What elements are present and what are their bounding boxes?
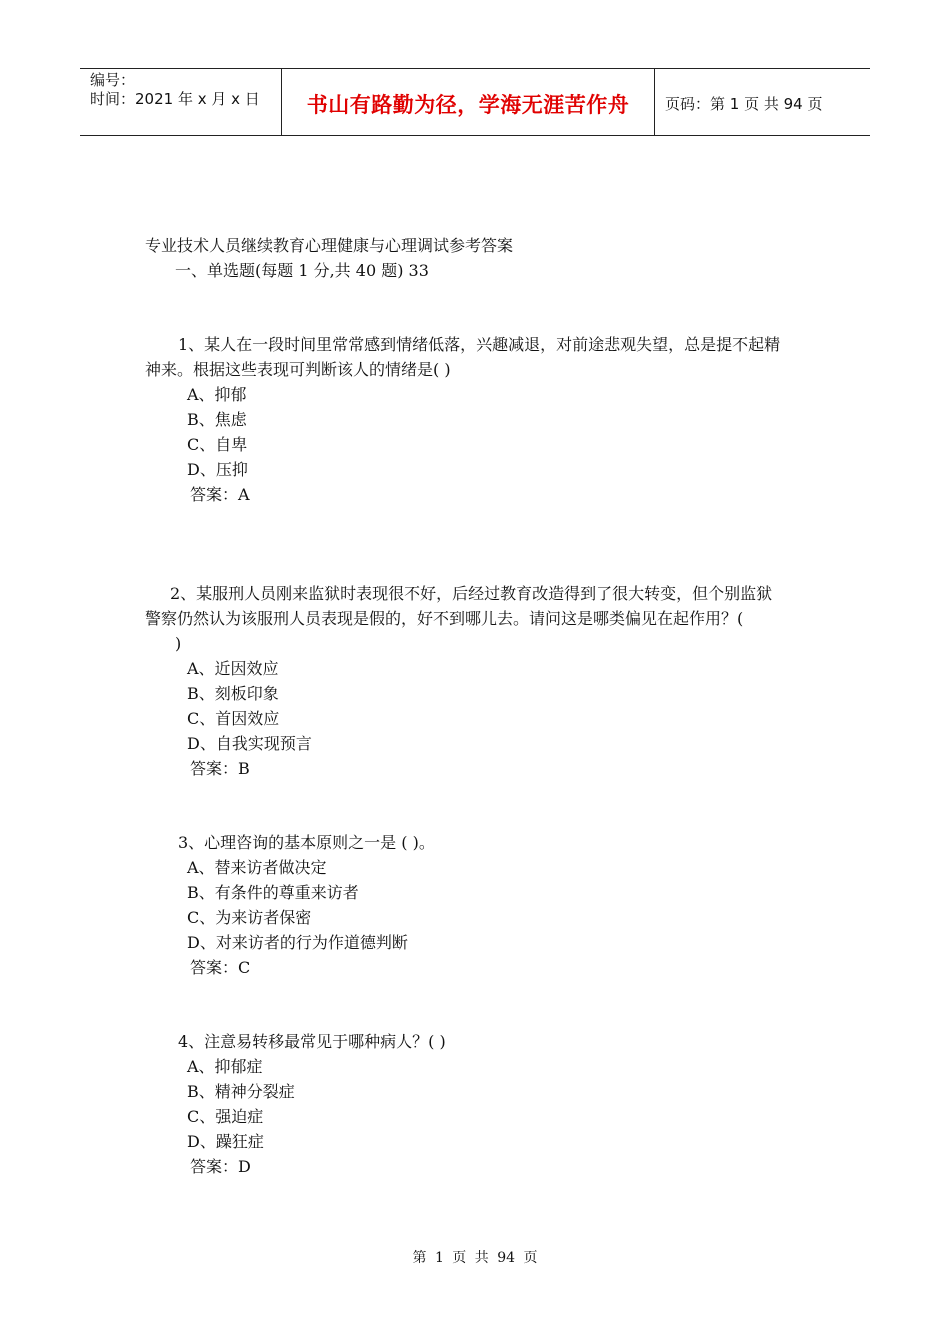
header-divider: [654, 69, 655, 135]
question-2-option-b: B、刻板印象: [187, 684, 279, 703]
question-1-option-d: D、压抑: [187, 460, 248, 479]
question-2-option-d: D、自我实现预言: [187, 734, 312, 753]
question-3-option-d: D、对来访者的行为作道德判断: [187, 933, 408, 952]
question-2-option-a: A、近因效应: [187, 659, 279, 678]
question-3-option-b: B、有条件的尊重来访者: [187, 883, 359, 902]
question-4-option-b: B、精神分裂症: [187, 1082, 295, 1101]
time-line: 时间：2021 年 x 月 x 日: [90, 90, 260, 108]
question-4-option-a: A、抑郁症: [187, 1057, 263, 1076]
header-meta: [90, 71, 260, 109]
question-3-text: 3、心理咨询的基本原则之一是 ( )。: [178, 833, 435, 852]
question-1-option-c: C、自卑: [187, 435, 248, 454]
question-4-answer: 答案：D: [190, 1157, 251, 1176]
question-1-option-b: B、焦虑: [187, 410, 247, 429]
question-1-text: 1、某人在一段时间里常常感到情绪低落，兴趣减退，对前途悲观失望，总是提不起精: [178, 335, 781, 354]
question-4-text: 4、注意易转移最常见于哪种病人？( ): [178, 1032, 446, 1051]
code-label: 编号：: [90, 71, 136, 89]
question-3-answer: 答案：C: [190, 958, 251, 977]
question-2-option-c: C、首因效应: [187, 709, 280, 728]
question-4-option-d: D、躁狂症: [187, 1132, 264, 1151]
question-1-text: 神来。根据这些表现可判断该人的情绪是( ): [145, 360, 451, 379]
question-1-option-a: A、抑郁: [187, 385, 247, 404]
section-heading: 一、单选题(每题 1 分,共 40 题) 33: [175, 261, 429, 280]
question-3-option-a: A、替来访者做决定: [187, 858, 327, 877]
question-2-answer: 答案：B: [190, 759, 250, 778]
question-2-text: ): [175, 634, 182, 653]
question-2-text: 2、某服刑人员刚来监狱时表现很不好，后经过教育改造得到了很大转变，但个别监狱: [170, 584, 773, 603]
page-header: [80, 68, 870, 136]
question-1-answer: 答案：A: [190, 485, 250, 504]
header-motto: 书山有路勤为径，学海无涯苦作舟: [306, 93, 630, 117]
header-page-info: 页码：第 1 页 共 94 页: [665, 95, 823, 113]
question-3-option-c: C、为来访者保密: [187, 908, 312, 927]
question-4-option-c: C、强迫症: [187, 1107, 264, 1126]
page-footer: 第 1 页 共 94 页: [412, 1250, 538, 1266]
document-title: 专业技术人员继续教育心理健康与心理调试参考答案: [145, 236, 514, 255]
question-2-text: 警察仍然认为该服刑人员表现是假的，好不到哪儿去。请问这是哪类偏见在起作用？(: [145, 609, 744, 628]
